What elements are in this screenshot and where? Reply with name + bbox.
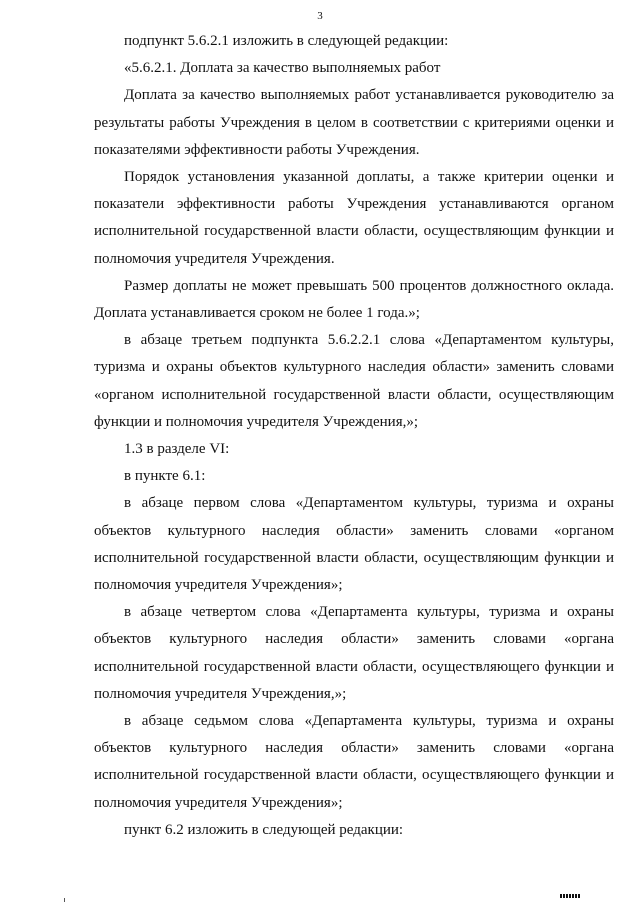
paragraph: в абзаце четвертом слова «Департамента культуры, туризма и охраны объектов культурного наследия области» заменить словами «органа исполнительной государственной власти области, осуществляющего функции и полномочия учредителя Учреждения,»;: [94, 604, 614, 702]
paragraph: Доплата за качество выполняемых работ устанавливается руководителю за результаты работы Учреждения в целом в соответствии с критериями оценки и показателями эффективности работы Учреждения.: [94, 87, 614, 158]
paragraph: Размер доплаты не может превышать 500 процентов должностного оклада. Доплата устанавливается сроком не более 1 года.»;: [94, 277, 614, 322]
document-body: [94, 28, 614, 844]
paragraph: «5.6.2.1. Доплата за качество выполняемых работ: [124, 60, 441, 77]
barcode-mark: [560, 894, 580, 898]
paragraph: в абзаце седьмом слова «Департамента культуры, туризма и охраны объектов культурного наследия области» заменить словами «органа исполнительной государственной власти области, осуществляющего функции и полномочия учредителя Учреждения»;: [94, 713, 614, 811]
paragraph: в абзаце первом слова «Департаментом культуры, туризма и охраны объектов культурного наследия области» заменить словами «органом исполнительной государственной власти области, осуществляющим функции и полномочия учредителя Учреждения»;: [94, 495, 614, 594]
page-number: 3: [317, 10, 323, 22]
paragraph: Порядок установления указанной доплаты, а также критерии оценки и показатели эффективности работы Учреждения устанавливаются органом исполнительной государственной власти области, осуществляющим функции и полномочия учредителя Учреждения.: [94, 169, 614, 267]
scan-mark: [64, 898, 65, 902]
paragraph: пункт 6.2 изложить в следующей редакции:: [124, 821, 404, 838]
paragraph: 1.3 в разделе VI:: [124, 441, 230, 458]
paragraph: подпункт 5.6.2.1 изложить в следующей редакции:: [124, 33, 449, 49]
paragraph: в пункте 6.1:: [124, 468, 206, 485]
paragraph: в абзаце третьем подпункта 5.6.2.2.1 слова «Департаментом культуры, туризма и охраны объектов культурного наследия области» заменить словами «органом исполнительной государственной власти области, осуществляющим функции и полномочия учредителя Учреждения,»;: [94, 332, 614, 430]
